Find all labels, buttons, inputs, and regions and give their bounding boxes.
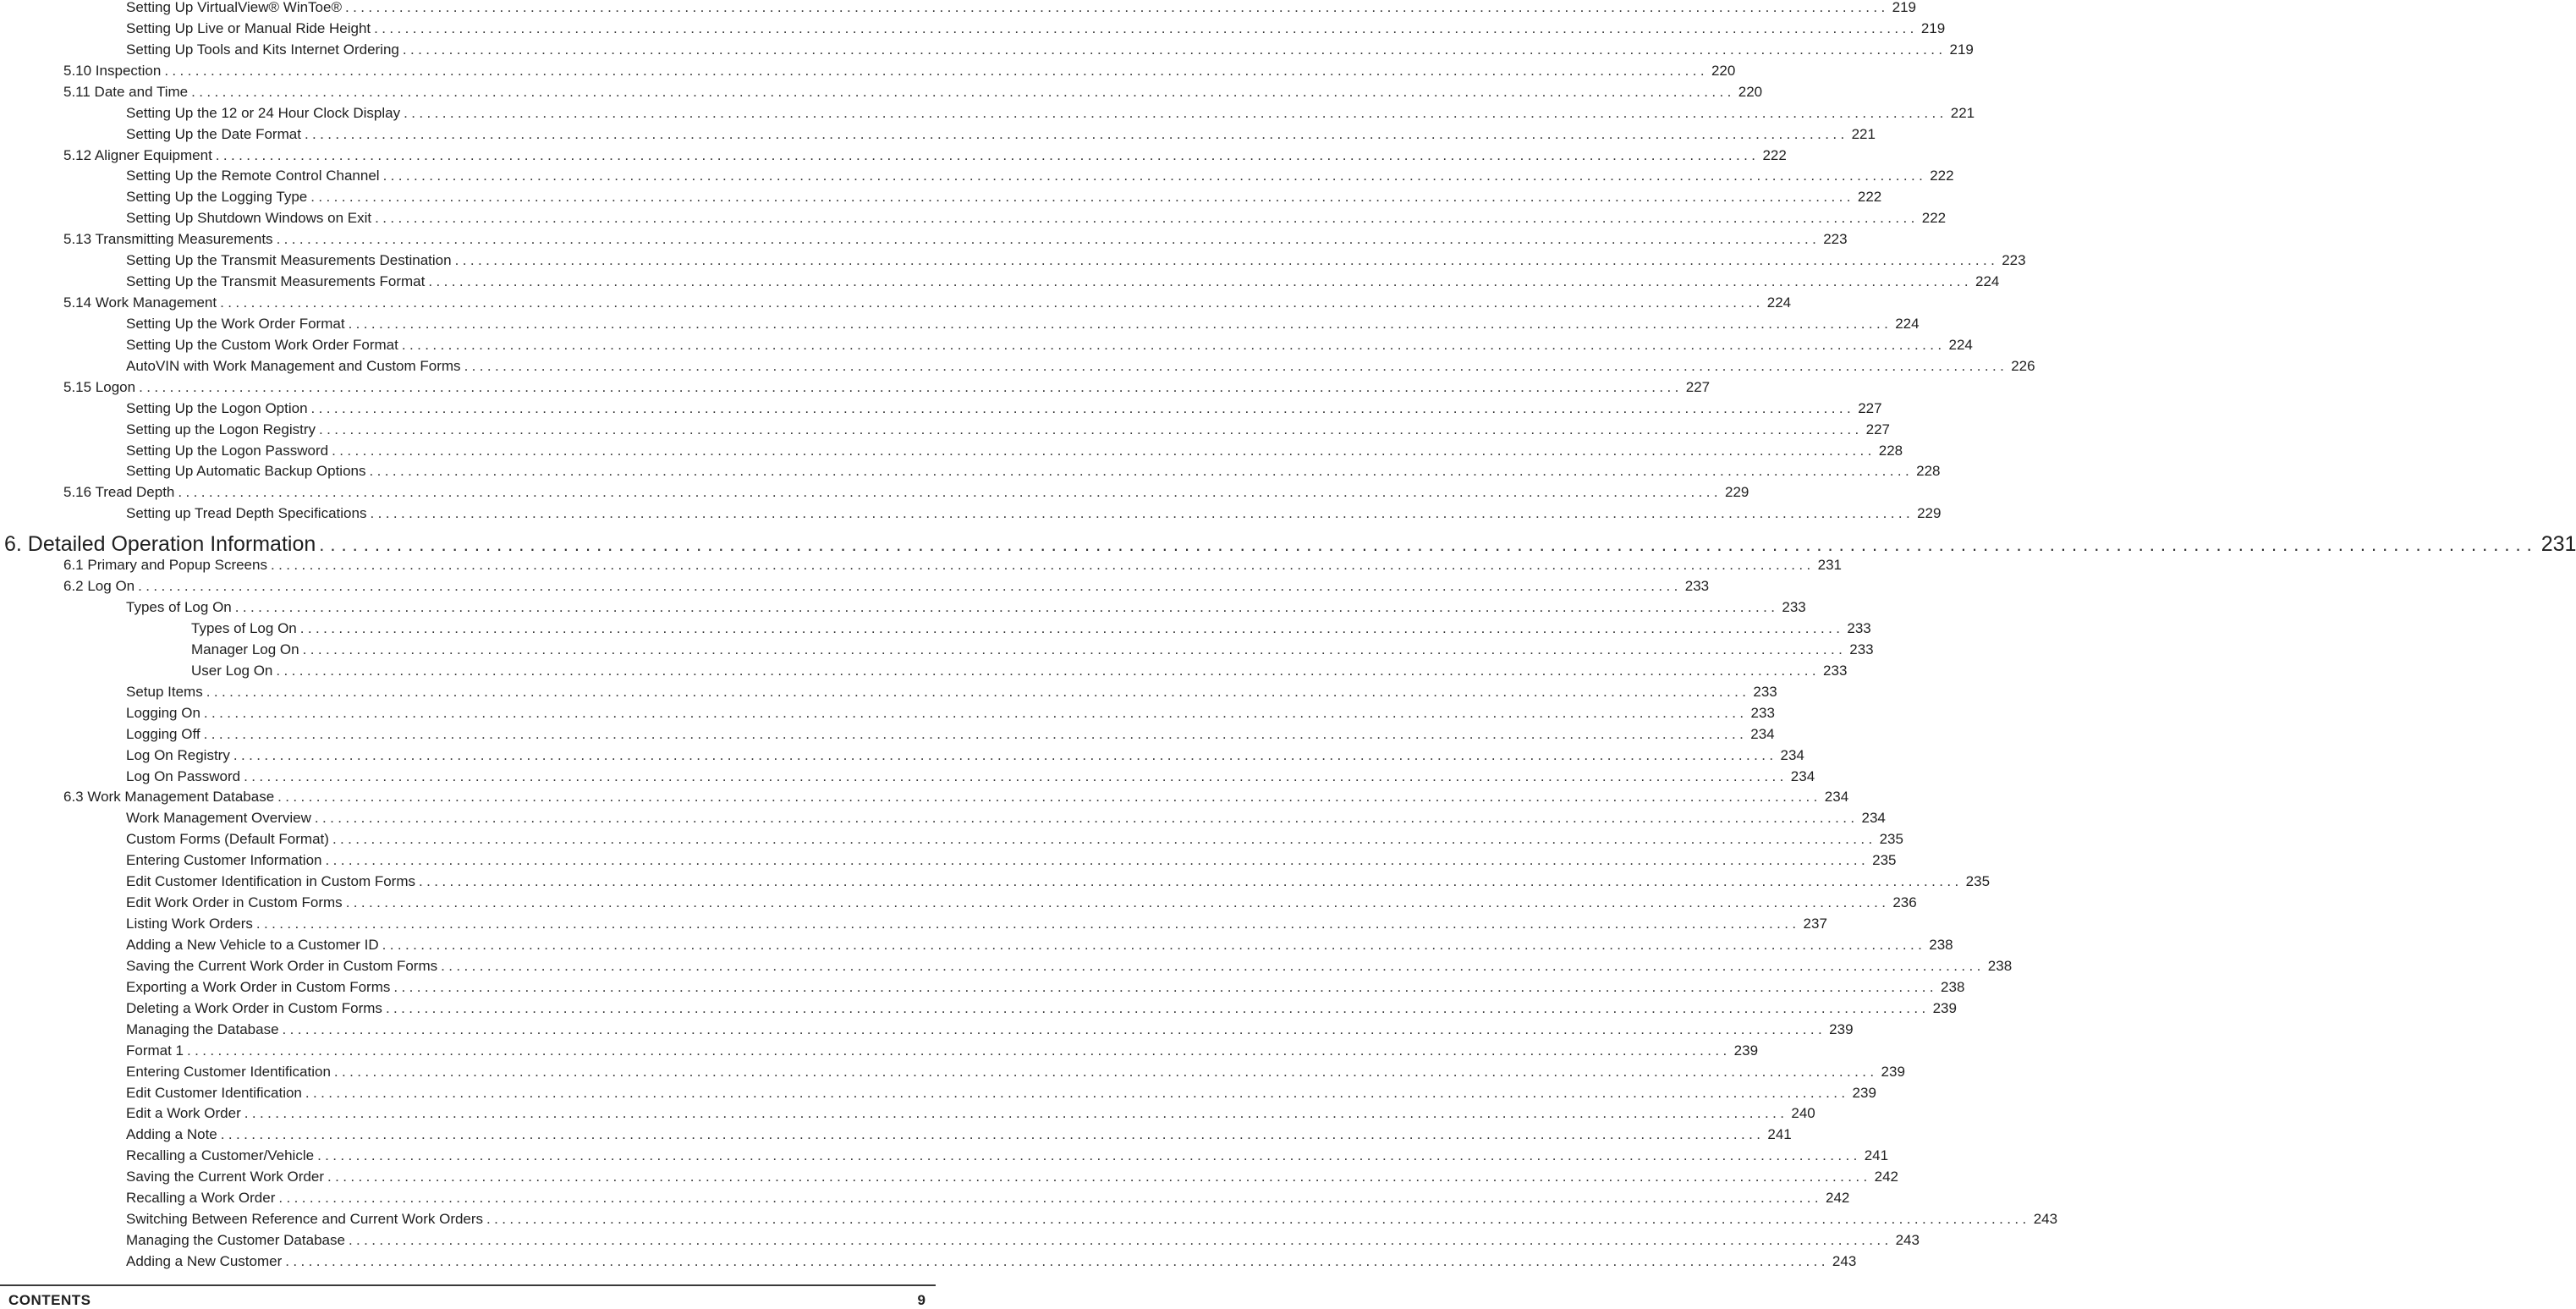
toc-entry[interactable]: [63, 577, 1710, 597]
toc-entry-page-number: 235: [1879, 831, 1903, 848]
toc-entry-page-number: 234: [1861, 810, 1886, 827]
toc-entry[interactable]: [63, 378, 1711, 399]
toc-entry[interactable]: [126, 462, 1941, 482]
toc-entry-title: Setting Up VirtualView® WinToe®: [126, 0, 342, 15]
toc-entry-title: 5.15 Logon: [63, 378, 136, 395]
toc-entry[interactable]: [126, 421, 1890, 441]
dot-leader: ........................................................................................................................................................................................................: [332, 442, 1876, 459]
dot-leader: ........................................................................................................................................................................................................: [139, 378, 1683, 395]
dot-leader: ........................................................................................................................................................................................................: [310, 189, 1854, 206]
dot-leader: ........................................................................................................................................................................................................: [318, 421, 1863, 437]
dot-leader: ........................................................................................................................................................................................................: [369, 463, 1914, 480]
dot-leader: ........................................................................................................................................................................................................: [402, 41, 1947, 58]
toc-entry-page-number: 219: [1949, 41, 1974, 58]
toc-entry-title: 5.16 Tread Depth: [63, 484, 175, 501]
toc-entry-title: Adding a New Vehicle to a Customer ID: [126, 936, 379, 953]
toc-entry-title: Manager Log On: [191, 641, 299, 657]
toc-entry-title: 5.14 Work Management: [63, 294, 217, 311]
footer-page-number: 9: [917, 1292, 925, 1308]
toc-entry-title: Setting Up the Logging Type: [126, 189, 308, 206]
toc-entry[interactable]: [126, 0, 1916, 19]
toc-entry-title: Setting Up Tools and Kits Internet Ordering: [126, 41, 399, 58]
dot-leader: ........................................................................................................................................................................................................: [278, 1190, 1822, 1207]
dot-leader: ........................................................................................................................................................................................................: [404, 104, 1947, 121]
toc-entry[interactable]: [126, 704, 1775, 724]
dot-leader: ........................................................................................................................................................................................................: [419, 873, 1963, 890]
toc-entry-title: Adding a Note: [126, 1126, 217, 1143]
dot-leader: ........................................................................................................................................................................................................: [325, 852, 1870, 869]
toc-entry-title: Setting Up the Date Format: [126, 125, 301, 142]
toc-entry-page-number: 240: [1791, 1105, 1815, 1122]
dot-leader: ........................................................................................................................................................................................................: [178, 484, 1722, 501]
dot-leader: ........................................................................................................................................................................................................: [317, 1147, 1861, 1164]
toc-entry-title: Logging Off: [126, 725, 200, 742]
toc-entry-title: Recalling a Work Order: [126, 1190, 276, 1207]
toc-entry[interactable]: [191, 662, 1848, 682]
toc-entry[interactable]: [126, 936, 1953, 956]
toc-entry-title: Work Management Overview: [126, 810, 311, 827]
toc-entry[interactable]: [63, 556, 1842, 576]
dot-leader: ........................................................................................................................................................................................................: [486, 1211, 2030, 1228]
toc-entry-page-number: 233: [1750, 704, 1775, 721]
toc-entry-page-number: 233: [1849, 641, 1874, 657]
dot-leader: ........................................................................................................................................................................................................: [285, 1252, 1829, 1269]
dot-leader: ........................................................................................................................................................................................................: [244, 767, 1788, 784]
toc-entry-page-number: 238: [1987, 957, 2013, 974]
toc-entry-title: 6.1 Primary and Popup Screens: [63, 557, 267, 574]
toc-entry-title: Setting Up the Transmit Measurements Destination: [126, 252, 452, 269]
toc-entry[interactable]: [63, 788, 1849, 808]
dot-leader: ........................................................................................................................................................................................................: [375, 210, 1919, 227]
toc-entry-page-number: 221: [1950, 104, 1975, 121]
toc-entry[interactable]: [126, 1104, 1815, 1125]
toc-entry[interactable]: [126, 272, 2000, 293]
toc-entry[interactable]: [191, 641, 1874, 661]
toc-entry-title: Edit Work Order in Custom Forms: [126, 894, 343, 911]
toc-entry-page-number: 231: [1817, 557, 1842, 574]
toc-entry-title: 5.13 Transmitting Measurements: [63, 231, 273, 248]
toc-entry-title: User Log On: [191, 662, 273, 679]
toc-entry-title: 6.2 Log On: [63, 578, 135, 595]
toc-entry-page-number: 238: [1929, 936, 1953, 953]
toc-entry-page-number: 243: [2033, 1211, 2058, 1228]
dot-leader: ........................................................................................................................................................................................................: [255, 916, 1800, 932]
toc-entry-page-number: 229: [1725, 484, 1749, 501]
toc-entry[interactable]: [126, 978, 1965, 998]
dot-leader: ........................................................................................................................................................................................................: [344, 0, 1889, 15]
toc-entry-page-number: 243: [1832, 1252, 1857, 1269]
toc-entry-title: Setting up Tread Depth Specifications: [126, 505, 367, 522]
dot-leader: ........................................................................................................................................................................................................: [302, 641, 1847, 657]
toc-entry-page-number: 239: [1733, 1042, 1759, 1059]
dot-leader: ........................................................................................................................................................................................................: [276, 662, 1821, 679]
dot-leader: ........................................................................................................................................................................................................: [464, 357, 2008, 374]
toc-entry-title: Custom Forms (Default Format): [126, 831, 329, 848]
toc-entry-title: Deleting a Work Order in Custom Forms: [126, 999, 382, 1016]
toc-entry-title: Setting Up Shutdown Windows on Exit: [126, 210, 372, 227]
toc-entry-page-number: 219: [1892, 0, 1916, 15]
toc-chapter-entry[interactable]: [4, 531, 2576, 559]
toc-entry[interactable]: [63, 62, 1736, 82]
toc-entry-page-number: 241: [1767, 1126, 1792, 1143]
toc-entry-title: Setting Up Live or Manual Ride Height: [126, 19, 371, 36]
dot-leader: ........................................................................................................................................................................................................: [314, 810, 1859, 827]
toc-entry-title: AutoVIN with Work Management and Custom Forms: [126, 357, 461, 374]
toc-entry[interactable]: [126, 999, 1957, 1020]
toc-entry-title: Adding a New Customer: [126, 1252, 283, 1269]
toc-entry[interactable]: [126, 1210, 2058, 1230]
dot-leader: ........................................................................................................................................................................................................: [164, 62, 1708, 79]
toc-entry-page-number: 222: [1762, 146, 1787, 163]
toc-entry-title: Logging On: [126, 704, 200, 721]
toc-entry[interactable]: [126, 1168, 1899, 1188]
toc-entry-page-number: 237: [1803, 916, 1827, 932]
toc-entry[interactable]: [126, 1125, 1792, 1146]
toc-entry[interactable]: [126, 167, 1954, 187]
toc-entry-page-number: 233: [1823, 662, 1848, 679]
dot-leader: ........................................................................................................................................................................................................: [327, 1169, 1871, 1185]
toc-entry-page-number: 243: [1895, 1232, 1920, 1248]
toc-entry-page-number: 234: [1824, 789, 1849, 806]
toc-entry-page-number: 220: [1711, 62, 1736, 79]
dot-leader: ........................................................................................................................................................................................................: [348, 1232, 1892, 1248]
dot-leader: ........................................................................................................................................................................................................: [305, 1084, 1849, 1101]
toc-entry[interactable]: [126, 357, 2035, 377]
toc-entry-page-number: 239: [1881, 1063, 1905, 1080]
toc-entry[interactable]: [126, 809, 1886, 829]
dot-leader: ........................................................................................................................................................................................................: [382, 936, 1926, 953]
dot-leader: ........................................................................................................................................................................................................: [203, 725, 1748, 742]
toc-entry-page-number: 227: [1865, 421, 1890, 437]
toc-entry[interactable]: [63, 294, 1792, 314]
dot-leader: ........................................................................................................................................................................................................: [333, 1063, 1878, 1080]
dot-leader: ........................................................................................................................................................................................................: [348, 315, 1892, 332]
toc-entry-title: Setting up the Logon Registry: [126, 421, 316, 437]
dot-leader: ........................................................................................................................................................................................................: [191, 83, 1735, 100]
toc-entry-page-number: 233: [1684, 578, 1710, 595]
toc-entry-page-number: 239: [1932, 999, 1957, 1016]
toc-entry-page-number: 239: [1829, 1020, 1854, 1037]
toc-entry[interactable]: [126, 851, 1897, 872]
dot-leader: ........................................................................................................................................................................................................: [310, 399, 1855, 416]
toc-entry[interactable]: [126, 1189, 1850, 1209]
toc-entry-title: Managing the Customer Database: [126, 1232, 345, 1248]
toc-entry-title: Saving the Current Work Order in Custom Forms: [126, 957, 438, 974]
toc-entry-page-number: 224: [1975, 273, 2000, 290]
toc-entry-title: Entering Customer Identification: [126, 1063, 331, 1080]
toc-entry[interactable]: [126, 746, 1804, 767]
toc-entry-page-number: 228: [1916, 463, 1941, 480]
toc-entry[interactable]: [63, 230, 1848, 250]
toc-entry-page-number: 241: [1864, 1147, 1889, 1164]
toc-entry[interactable]: [126, 209, 1947, 229]
dot-leader: ........................................................................................................................................................................................................: [244, 1105, 1788, 1122]
toc-entry[interactable]: [126, 872, 1991, 893]
dot-leader: ........................................................................................................................................................................................................: [370, 505, 1914, 522]
toc-entry-page-number: 219: [1920, 19, 1946, 36]
toc-entry-page-number: 238: [1941, 978, 1965, 995]
toc-entry-page-number: 231: [2540, 532, 2576, 557]
toc-entry[interactable]: [126, 125, 1876, 146]
toc-entry-page-number: 229: [1917, 505, 1942, 522]
toc-entry-title: Types of Log On: [191, 620, 297, 637]
toc-entry-page-number: 235: [1965, 873, 1991, 890]
dot-leader: ........................................................................................................................................................................................................: [374, 19, 1918, 36]
toc-entry[interactable]: [126, 188, 1882, 208]
toc-entry-page-number: 233: [1847, 620, 1871, 637]
toc-entry-title: 5.10 Inspection: [63, 62, 162, 79]
dot-leader: ........................................................................................................................................................................................................: [304, 125, 1848, 142]
toc-entry[interactable]: [126, 683, 1777, 703]
toc-entry-title: Setting Up the Work Order Format: [126, 315, 345, 332]
dot-leader: ........................................................................................................................................................................................................: [454, 252, 1999, 269]
dot-leader: ........................................................................................................................................................................................................: [233, 746, 1777, 763]
toc-entry-title: Edit a Work Order: [126, 1105, 241, 1122]
toc-entry[interactable]: [126, 957, 2013, 977]
toc-entry[interactable]: [191, 619, 1871, 640]
toc-entry-page-number: 227: [1858, 399, 1882, 416]
dot-leader: ........................................................................................................................................................................................................: [206, 683, 1750, 700]
dot-leader: ........................................................................................................................................................................................................: [282, 1020, 1826, 1037]
dot-leader: ........................................................................................................................................................................................................: [187, 1042, 1731, 1059]
toc-entry-title: Setting Up the Transmit Measurements Format: [126, 273, 426, 290]
toc-entry-page-number: 224: [1948, 336, 1973, 353]
toc-entry[interactable]: [126, 251, 2026, 272]
toc-entry-title: Setting Up the Remote Control Channel: [126, 168, 380, 184]
toc-entry[interactable]: [126, 725, 1775, 745]
toc-entry-title: Edit Customer Identification in Custom Forms: [126, 873, 416, 890]
toc-entry-page-number: 242: [1826, 1190, 1850, 1207]
toc-entry[interactable]: [126, 336, 1973, 356]
toc-entry-page-number: 234: [1750, 725, 1775, 742]
dot-leader: ........................................................................................................................................................................................................: [299, 620, 1844, 637]
toc-entry-page-number: 223: [2002, 252, 2026, 269]
toc-entry-page-number: 224: [1895, 315, 1920, 332]
toc-entry-title: 6.3 Work Management Database: [63, 789, 275, 806]
dot-leader: ........................................................................................................................................................................................................: [441, 957, 1985, 974]
toc-entry-page-number: 221: [1851, 125, 1876, 142]
toc-entry[interactable]: [126, 1084, 1876, 1104]
toc-entry[interactable]: [126, 1063, 1905, 1083]
toc-entry-title: Setting Up Automatic Backup Options: [126, 463, 366, 480]
dot-leader: ........................................................................................................................................................................................................: [319, 534, 2538, 556]
toc-entry-title: Listing Work Orders: [126, 916, 253, 932]
toc-entry[interactable]: [126, 19, 1946, 40]
toc-entry-title: Setting Up the Logon Password: [126, 442, 329, 459]
toc-entry[interactable]: [126, 894, 1917, 914]
toc-entry[interactable]: [126, 41, 1974, 61]
dot-leader: ........................................................................................................................................................................................................: [332, 831, 1876, 848]
toc-entry[interactable]: [63, 83, 1763, 103]
toc-entry[interactable]: [126, 598, 1806, 619]
toc-entry[interactable]: [63, 483, 1749, 503]
toc-entry[interactable]: [126, 767, 1815, 788]
toc-entry-title: 6. Detailed Operation Information: [4, 532, 316, 557]
dot-leader: ........................................................................................................................................................................................................: [270, 557, 1815, 574]
toc-entry-title: 5.12 Aligner Equipment: [63, 146, 212, 163]
toc-entry-page-number: 233: [1782, 599, 1806, 616]
toc-entry[interactable]: [126, 1147, 1889, 1167]
toc-entry-page-number: 222: [1921, 210, 1947, 227]
footer-divider: [0, 1284, 936, 1286]
toc-entry-title: Entering Customer Information: [126, 852, 322, 869]
toc-entry[interactable]: [126, 442, 1903, 462]
toc-entry[interactable]: [126, 915, 1827, 935]
dot-leader: ........................................................................................................................................................................................................: [393, 978, 1938, 995]
toc-entry-title: Log On Registry: [126, 746, 230, 763]
toc-entry-title: Switching Between Reference and Current Work Orders: [126, 1211, 484, 1228]
toc-entry-page-number: 236: [1892, 894, 1917, 911]
dot-leader: ........................................................................................................................................................................................................: [385, 999, 1930, 1016]
toc-entry-title: Setting Up the Custom Work Order Format: [126, 336, 398, 353]
toc-entry[interactable]: [63, 146, 1787, 167]
dot-leader: ........................................................................................................................................................................................................: [276, 231, 1821, 248]
toc-entry[interactable]: [126, 1042, 1759, 1062]
toc-entry-title: Log On Password: [126, 767, 241, 784]
dot-leader: ........................................................................................................................................................................................................: [277, 789, 1821, 806]
toc-entry-page-number: 242: [1874, 1169, 1899, 1185]
toc-entry-page-number: 226: [2011, 357, 2035, 374]
dot-leader: ........................................................................................................................................................................................................: [401, 336, 1946, 353]
toc-entry[interactable]: [126, 830, 1903, 850]
toc-entry[interactable]: [126, 1231, 1920, 1251]
toc-entry-title: 5.11 Date and Time: [63, 83, 189, 100]
toc-entry-page-number: 234: [1780, 746, 1804, 763]
toc-entry-page-number: 239: [1852, 1084, 1876, 1101]
toc-entry[interactable]: [126, 104, 1975, 124]
toc-entry-title: Types of Log On: [126, 599, 232, 616]
toc-entry[interactable]: [126, 315, 1920, 335]
toc-entry-title: Recalling a Customer/Vehicle: [126, 1147, 315, 1164]
footer-section-title: CONTENTS: [8, 1292, 91, 1308]
toc-entry-page-number: 222: [1930, 168, 1954, 184]
dot-leader: ........................................................................................................................................................................................................: [203, 704, 1748, 721]
toc-entry-title: Setup Items: [126, 683, 203, 700]
toc-entry-page-number: 228: [1878, 442, 1903, 459]
toc-entry[interactable]: [126, 399, 1882, 420]
dot-leader: ........................................................................................................................................................................................................: [428, 273, 1972, 290]
dot-leader: ........................................................................................................................................................................................................: [345, 894, 1890, 911]
dot-leader: ........................................................................................................................................................................................................: [220, 294, 1764, 311]
dot-leader: ........................................................................................................................................................................................................: [382, 168, 1927, 184]
dot-leader: ........................................................................................................................................................................................................: [138, 578, 1682, 595]
toc-entry-title: Exporting a Work Order in Custom Forms: [126, 978, 391, 995]
toc-entry-page-number: 223: [1823, 231, 1848, 248]
toc-entry[interactable]: [126, 504, 1942, 525]
dot-leader: ........................................................................................................................................................................................................: [220, 1126, 1765, 1143]
dot-leader: ........................................................................................................................................................................................................: [234, 599, 1779, 616]
toc-entry-title: Saving the Current Work Order: [126, 1169, 324, 1185]
toc-entry[interactable]: [126, 1252, 1857, 1273]
toc-entry-page-number: 234: [1790, 767, 1815, 784]
toc-entry-title: Edit Customer Identification: [126, 1084, 302, 1101]
toc-entry-title: Format 1: [126, 1042, 184, 1059]
toc-entry[interactable]: [126, 1020, 1854, 1041]
toc-entry-page-number: 222: [1857, 189, 1882, 206]
toc-entry-page-number: 224: [1766, 294, 1792, 311]
toc-entry-page-number: 233: [1753, 683, 1777, 700]
toc-entry-page-number: 235: [1872, 852, 1897, 869]
toc-entry-title: Setting Up the 12 or 24 Hour Clock Display: [126, 104, 401, 121]
toc-entry-title: Managing the Database: [126, 1020, 279, 1037]
toc-entry-title: Setting Up the Logon Option: [126, 399, 308, 416]
dot-leader: ........................................................................................................................................................................................................: [215, 146, 1760, 163]
toc-entry-page-number: 220: [1738, 83, 1763, 100]
toc-entry-page-number: 227: [1685, 378, 1711, 395]
